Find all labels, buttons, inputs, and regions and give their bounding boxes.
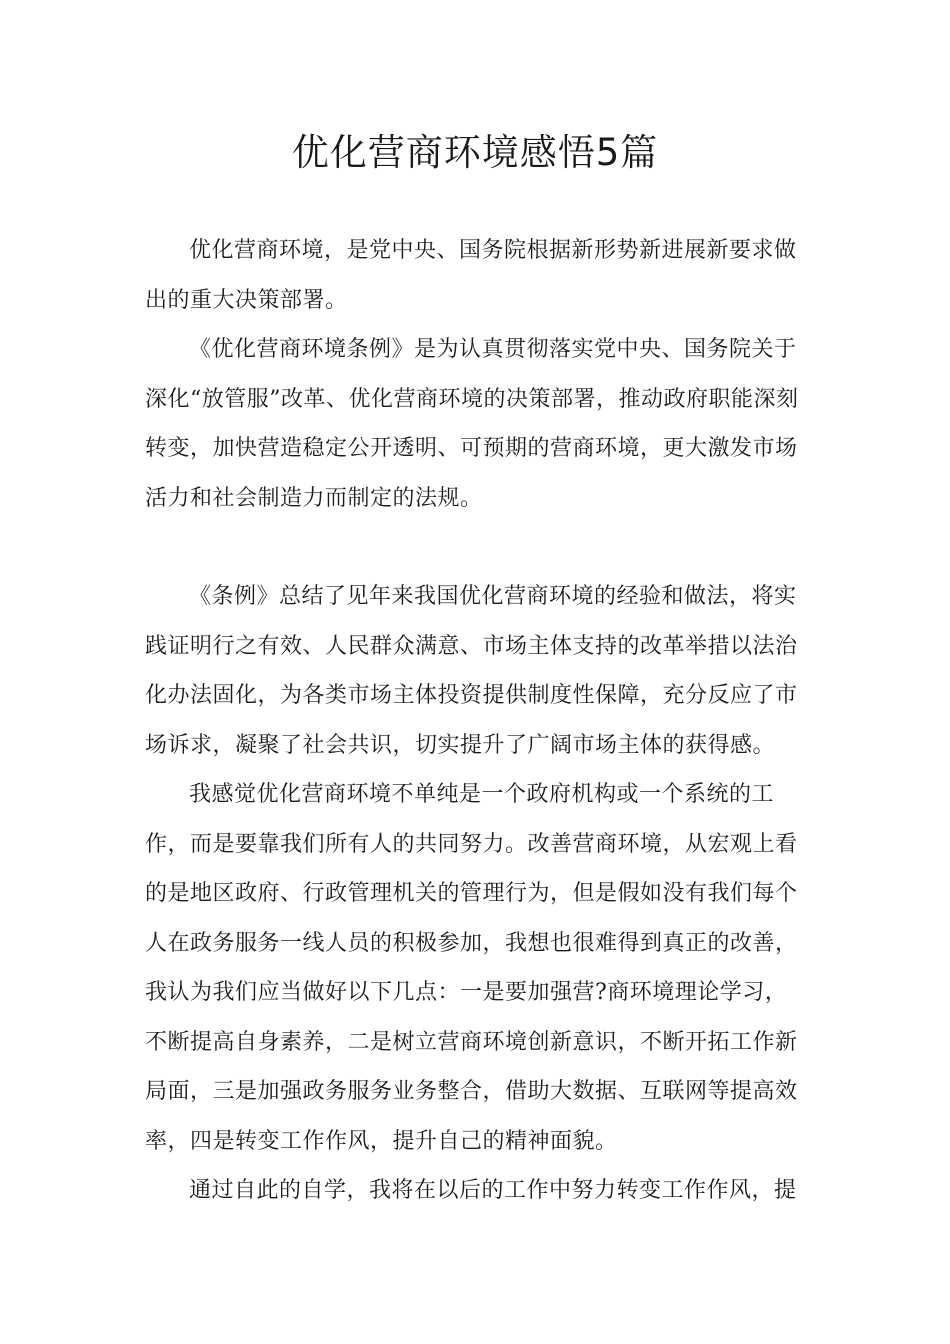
document-title: 优化营商环境感悟5篇 — [291, 131, 659, 174]
document-body — [145, 226, 807, 1216]
paragraph-spacer — [145, 523, 807, 572]
paragraph-1: 优化营商环境，是党中央、国务院根据新形势新进展新要求做出的重大决策部署。 — [145, 238, 797, 313]
paragraph-5: 通过自此的自学，我将在以后的工作中努力转变工作作风，提 — [189, 1178, 797, 1203]
paragraph-3: 《条例》总结了见年来我国优化营商环境的经验和做法，将实践证明行之有效、人民群众满意、市场主体支持的改革举措以法治化办法固化，为各类市场主体投资提供制度性保障，充分反应了市场诉求，凝聚了社会共识，切实提升了广阔市场主体的获得感。 — [145, 584, 798, 758]
paragraph-4: 我感觉优化营商环境不单纯是一个政府机构或一个系统的工作，而是要靠我们所有人的共同努力。改善营商环境，从宏观上看的是地区政府、行政管理机关的管理行为，但是假如没有我们每个人在政务服务一线人员的积极参加，我想也很难得到真正的改善，我认为我们应当做好以下几点：一是要加强营?商环境理论学习，不断提高自身素养，二是树立营商环境创新意识，不断开拓工作新局面，三是加强政务服务业务整合，借助大数据、互联网等提高效率，四是转变工作作风，提升自己的精神面貌。 — [145, 782, 798, 1154]
paragraph-2: 《优化营商环境条例》是为认真贯彻落实党中央、国务院关于深化“放管服”改革、优化营商环境的决策部署，推动政府职能深刻转变，加快营造稳定公开透明、可预期的营商环境，更大激发市场活力和社会制造力而制定的法规。 — [145, 337, 799, 511]
